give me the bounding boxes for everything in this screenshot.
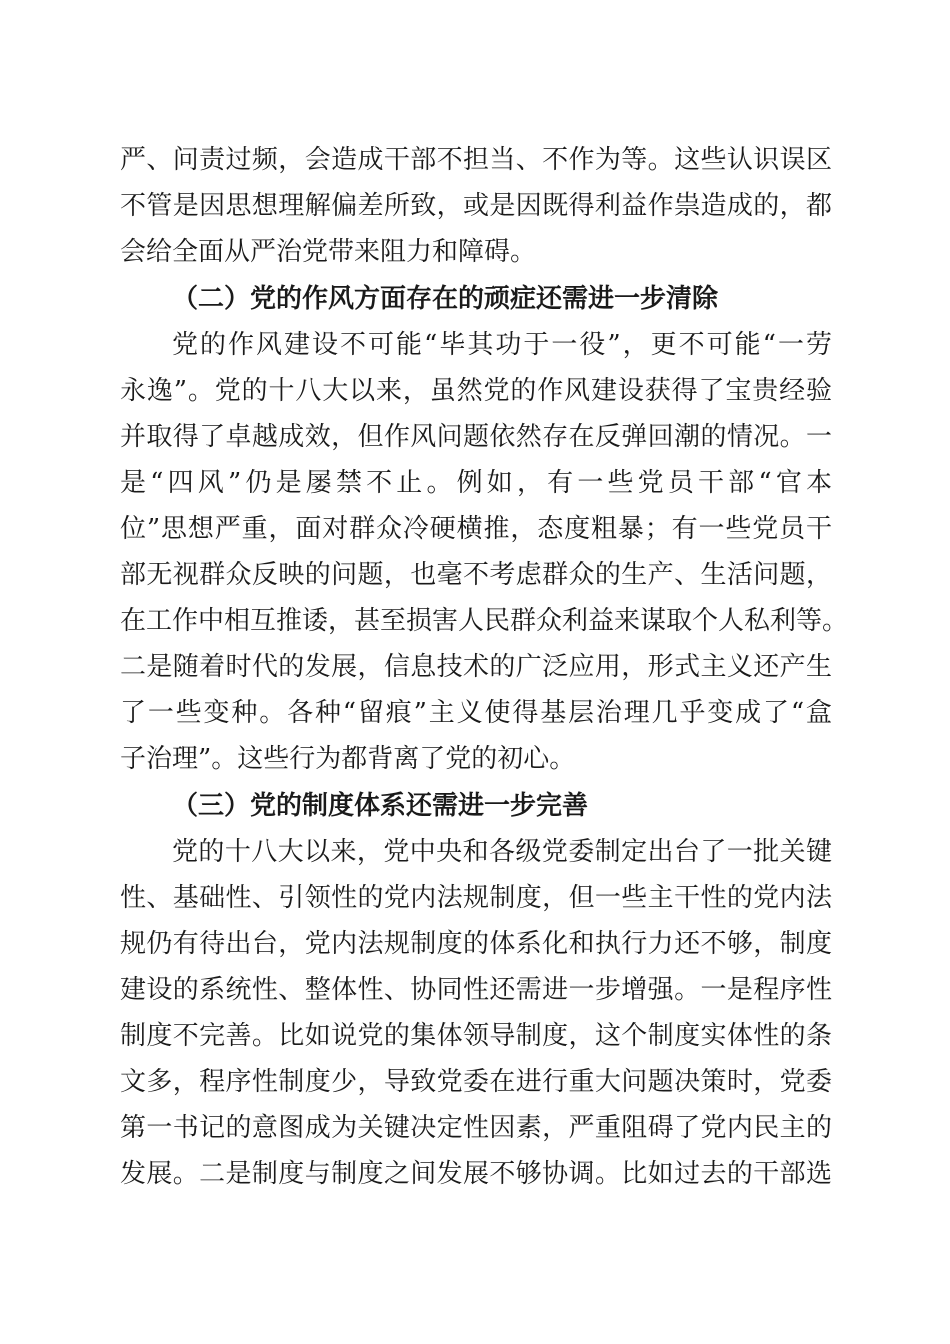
paragraph-2-line-9: 了一些变种。各种“留痕”主义使得基层治理几乎变成了“盒: [120, 698, 832, 728]
paragraph-2-line-6: 部无视群众反映的问题，也毫不考虑群众的生产、生活问题，: [120, 560, 832, 590]
paragraph-3-line-2: 性、基础性、引领性的党内法规制度，但一些主干性的党内法: [120, 883, 832, 913]
paragraph-2-line-8: 二是随着时代的发展，信息技术的广泛应用，形式主义还产生: [120, 652, 832, 682]
paragraph-3-line-5: 制度不完善。比如说党的集体领导制度，这个制度实体性的条: [120, 1021, 832, 1051]
paragraph-2-line-10: 子治理”。这些行为都背离了党的初心。: [120, 744, 576, 774]
paragraph-3-line-1: 党的十八大以来，党中央和各级党委制定出台了一批关键: [172, 837, 832, 867]
paragraph-3-line-4: 建设的系统性、整体性、协同性还需进一步增强。一是程序性: [120, 975, 832, 1005]
paragraph-1-line-1: 严、问责过频，会造成干部不担当、不作为等。这些认识误区: [120, 145, 832, 175]
paragraph-3-line-8: 发展。二是制度与制度之间发展不够协调。比如过去的干部选: [120, 1159, 832, 1189]
section-heading-3: （三）党的制度体系还需进一步完善: [172, 791, 589, 821]
paragraph-3-line-7: 第一书记的意图成为关键决定性因素，严重阻碍了党内民主的: [120, 1113, 832, 1143]
paragraph-2-line-3: 并取得了卓越成效，但作风问题依然存在反弹回潮的情况。一: [120, 422, 832, 452]
paragraph-2-line-1: 党的作风建设不可能“毕其功于一役”，更不可能“一劳: [172, 330, 832, 360]
paragraph-2-line-2: 永逸”。党的十八大以来，虽然党的作风建设获得了宝贵经验: [120, 376, 832, 406]
paragraph-3-line-3: 规仍有待出台，党内法规制度的体系化和执行力还不够，制度: [120, 929, 832, 959]
paragraph-2-line-7: 在工作中相互推诿，甚至损害人民群众利益来谋取个人私利等。: [120, 606, 849, 636]
section-heading-2: （二）党的作风方面存在的顽症还需进一步清除: [172, 284, 719, 314]
paragraph-1-line-3: 会给全面从严治党带来阻力和障碍。: [120, 237, 537, 267]
paragraph-3-line-6: 文多，程序性制度少，导致党委在进行重大问题决策时，党委: [120, 1067, 832, 1097]
paragraph-2-line-5: 位”思想严重，面对群众冷硬横推，态度粗暴；有一些党员干: [120, 514, 832, 544]
paragraph-2-line-4: 是“四风”仍是屡禁不止。例如，有一些党员干部“官本: [120, 468, 832, 498]
paragraph-1-line-2: 不管是因思想理解偏差所致，或是因既得利益作祟造成的，都: [120, 191, 832, 221]
